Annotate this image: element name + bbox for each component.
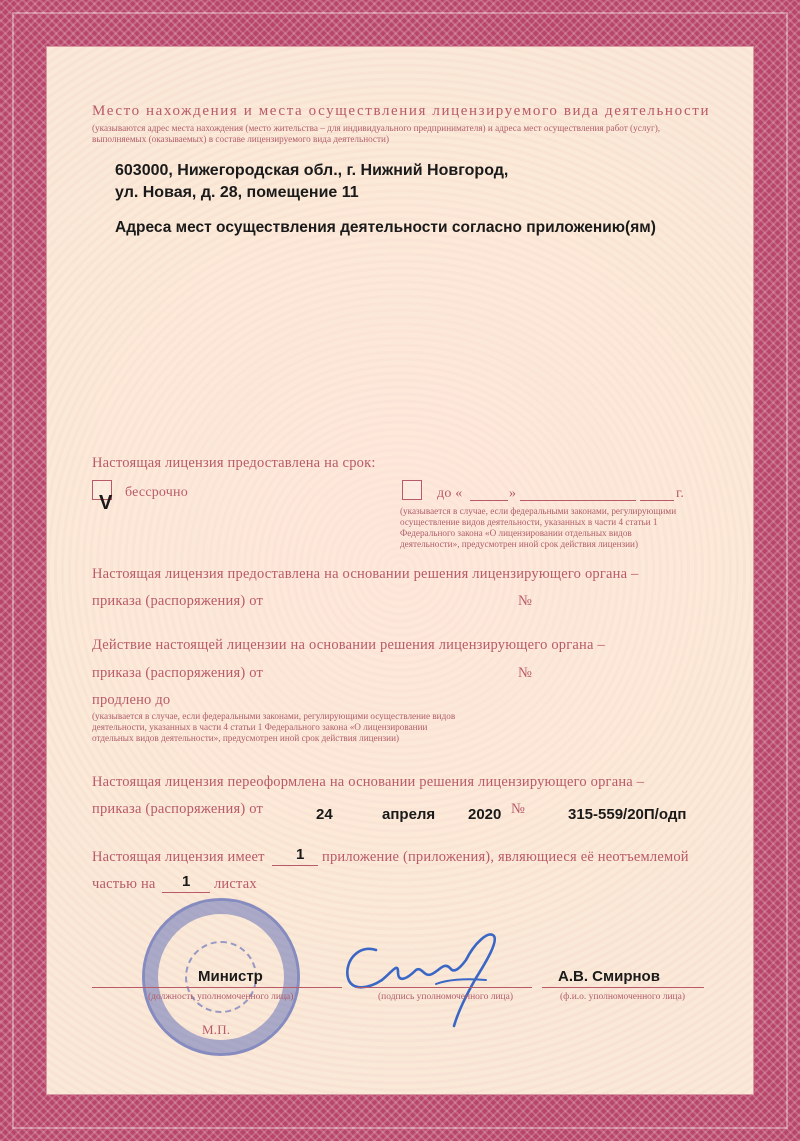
until-checkbox[interactable]	[402, 480, 422, 500]
annex-line-2-suffix: листах	[214, 876, 257, 892]
reissue-number: 315-559/20П/одп	[568, 806, 687, 823]
reissue-line-1: Настоящая лицензия переоформлена на основании решения лицензирующего органа –	[92, 774, 645, 790]
term-note-2: осуществление видов деятельности, указанных в части 4 статьи 1	[400, 517, 658, 527]
until-year-line	[640, 500, 674, 501]
term-until-prefix: до «	[437, 486, 463, 501]
annex-sheets-line	[162, 892, 210, 893]
name-value: А.В. Смирнов	[558, 968, 660, 985]
signature-caption: (подпись уполномоченного лица)	[378, 992, 514, 1002]
annex-count: 1	[296, 846, 305, 863]
annex-count-line	[272, 865, 318, 866]
reissue-number-sign: №	[511, 801, 526, 817]
name-line	[542, 987, 704, 988]
annex-line-1-suffix: приложение (приложения), являющиеся её неотъемлемой	[322, 849, 689, 865]
extension-note-2: деятельности, указанных в части 4 статьи 1 Федерального закона «О лицензировании	[92, 722, 428, 732]
extension-number-sign: №	[518, 665, 533, 681]
name-caption: (ф.и.о. уполномоченного лица)	[560, 992, 686, 1002]
annex-line-1-prefix: Настоящая лицензия имеет	[92, 849, 265, 865]
basis-line-2: приказа (распоряжения) от	[92, 593, 263, 609]
address-line-2: ул. Новая, д. 28, помещение 11	[115, 184, 359, 201]
position-value: Министр	[198, 968, 263, 985]
term-note-3: Федерального закона «О лицензировании отдельных видов	[400, 528, 632, 538]
basis-line-1: Настоящая лицензия предоставлена на основании решения лицензирующего органа –	[92, 566, 639, 582]
term-note-4: деятельности», предусмотрен иной срок действия лицензии)	[400, 539, 639, 549]
term-until-mid: »	[509, 486, 517, 501]
extension-note-1: (указывается в случае, если федеральными законами, регулирующими осуществление видов	[92, 711, 456, 721]
extension-line-1: Действие настоящей лицензии на основании решения лицензирующего органа –	[92, 637, 605, 653]
until-day-line	[470, 500, 508, 501]
reissue-day: 24	[316, 806, 333, 823]
reissue-year: 2020	[468, 806, 502, 823]
term-until-suffix: г.	[676, 486, 685, 501]
term-note-1: (указывается в случае, если федеральными законами, регулирующими	[400, 506, 677, 516]
term-indefinite-label: бессрочно	[125, 485, 188, 500]
location-header: Место нахождения и места осуществления лицензируемого вида деятельности	[92, 103, 711, 119]
extended-until-label: продлено до	[92, 692, 171, 708]
term-header: Настоящая лицензия предоставлена на срок:	[92, 455, 376, 471]
annex-sheets: 1	[182, 873, 191, 890]
address-line-1: 603000, Нижегородская обл., г. Нижний Новгород,	[115, 162, 509, 179]
position-caption: (должность уполномоченного лица)	[148, 992, 294, 1002]
extension-note-3: отдельных видов деятельности», предусмотрен иной срок действия лицензии)	[92, 733, 400, 743]
extension-line-2: приказа (распоряжения) от	[92, 665, 263, 681]
check-mark: V	[99, 492, 113, 514]
reissue-month: апреля	[382, 806, 436, 823]
signature-image	[336, 922, 516, 1032]
location-note-1: (указываются адрес места нахождения (место жительства – для индивидуального предпринимателя) и адреса мест осуществления работ (услуг),	[92, 123, 661, 133]
annex-line-2-prefix: частью на	[92, 876, 156, 892]
position-line	[92, 987, 342, 988]
basis-number-sign: №	[518, 593, 533, 609]
signature-line	[356, 987, 532, 988]
until-month-line	[520, 500, 636, 501]
reissue-line-2: приказа (распоряжения) от	[92, 801, 263, 817]
addresses-annex-note: Адреса мест осуществления деятельности согласно приложению(ям)	[115, 219, 656, 236]
stamp-place-label: М.П.	[202, 1022, 231, 1037]
location-note-2: выполняемых (оказываемых) в составе лицензируемого вида деятельности)	[92, 134, 390, 144]
